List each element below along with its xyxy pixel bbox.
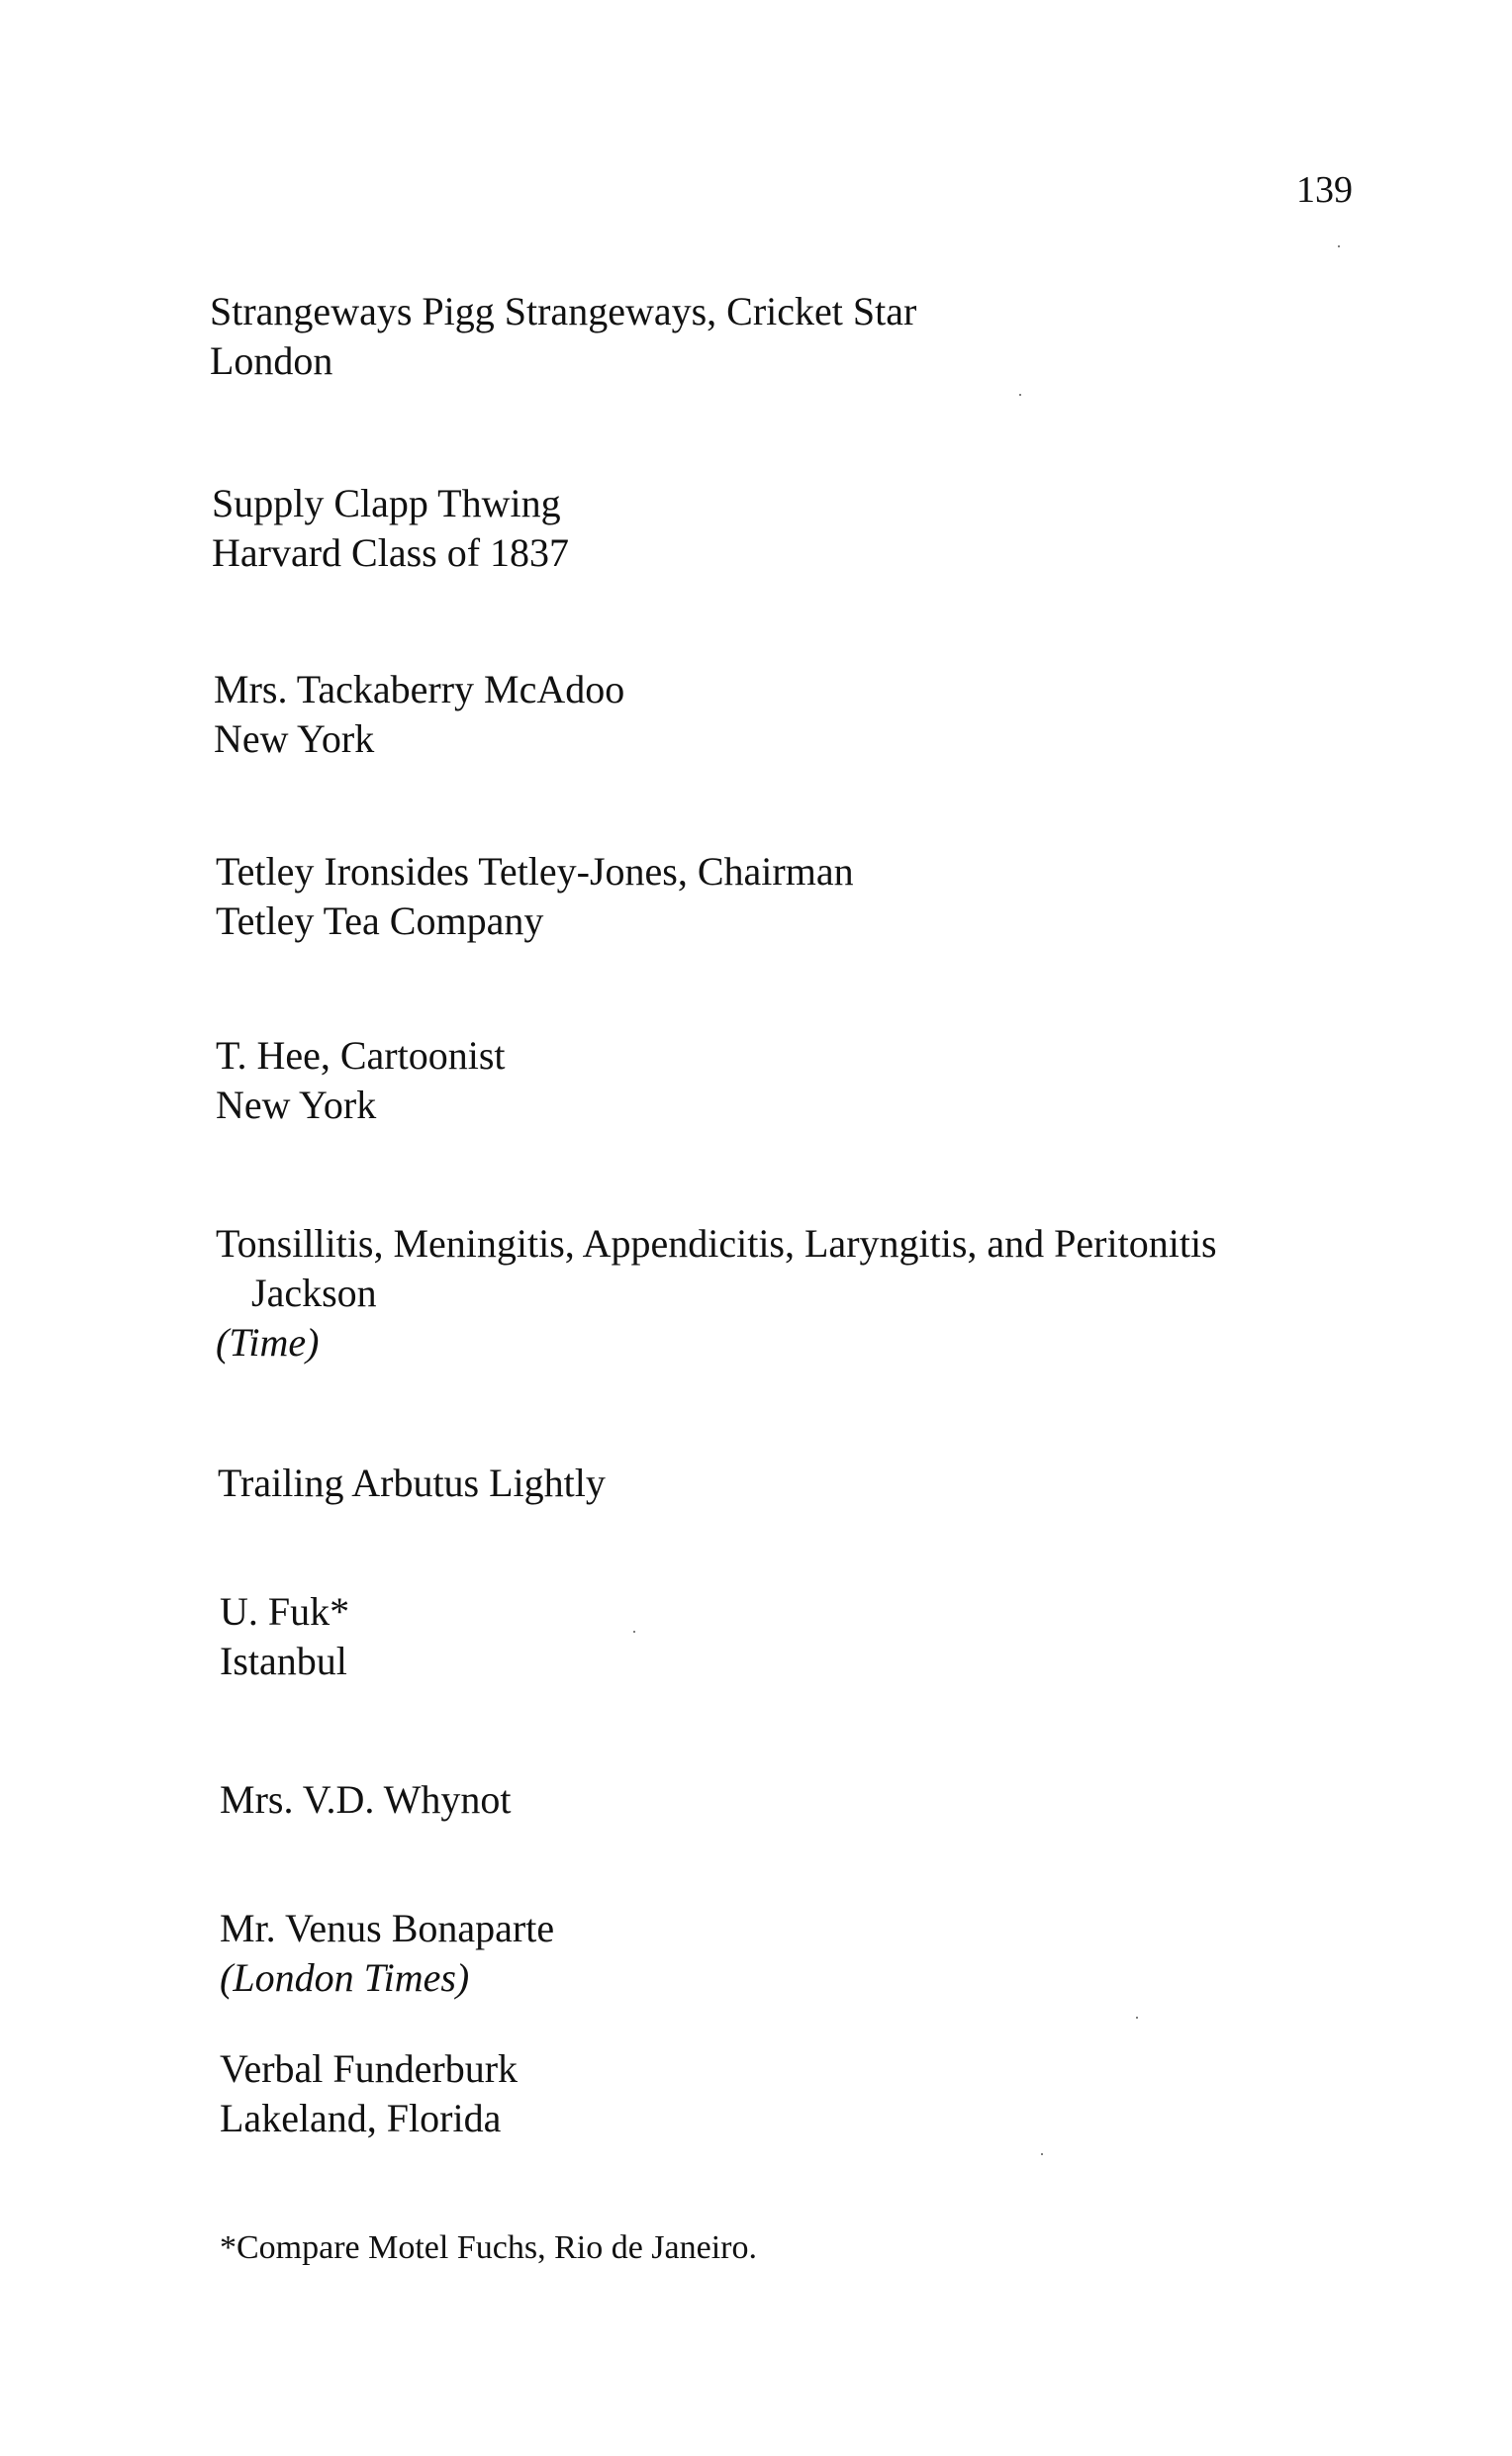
scan-speck: [633, 1631, 635, 1633]
entry-name: Mrs. Tackaberry McAdoo: [214, 667, 625, 711]
list-item: [218, 1459, 606, 1508]
list-item: [216, 847, 854, 946]
entry-name: U. Fuk*: [220, 1589, 350, 1634]
entry-source: (Time): [216, 1320, 320, 1365]
list-item: [210, 287, 916, 386]
entry-detail: London: [210, 338, 333, 383]
list-item: [220, 1775, 512, 1825]
list-item: [220, 1587, 349, 1686]
list-item: [216, 1219, 1217, 1368]
entry-detail: Istanbul: [220, 1639, 347, 1683]
list-item: [216, 1031, 506, 1130]
entry-name: Supply Clapp Thwing: [212, 481, 561, 525]
list-item: [214, 665, 624, 764]
entry-detail: New York: [216, 1083, 377, 1127]
entry-name: Tonsillitis, Meningitis, Appendicitis, Laryngitis, and Peritonitis: [216, 1221, 1217, 1266]
scan-speck: [1041, 2153, 1043, 2155]
entry-name: Tetley Ironsides Tetley-Jones, Chairman: [216, 849, 854, 894]
entry-source: (London Times): [220, 1955, 470, 2000]
scan-speck: [1338, 245, 1340, 247]
entry-name: Mrs. V.D. Whynot: [220, 1777, 512, 1822]
scan-speck: [1136, 2017, 1138, 2019]
scan-speck: [1019, 394, 1021, 396]
entry-name: Verbal Funderburk: [220, 2046, 519, 2091]
entry-detail: Harvard Class of 1837: [212, 530, 570, 575]
footnote: *Compare Motel Fuchs, Rio de Janeiro.: [220, 2229, 757, 2266]
entry-detail: New York: [214, 716, 375, 761]
entry-name: Strangeways Pigg Strangeways, Cricket Star: [210, 289, 917, 333]
list-item: [220, 2044, 518, 2143]
entry-name: Mr. Venus Bonaparte: [220, 1906, 555, 1950]
entry-name: T. Hee, Cartoonist: [216, 1033, 506, 1078]
entry-detail: Lakeland, Florida: [220, 2096, 502, 2140]
entry-name-continued: Jackson: [251, 1271, 377, 1315]
list-item: [212, 479, 569, 578]
entry-name: Trailing Arbutus Lightly: [218, 1461, 606, 1505]
page-number: 139: [1296, 169, 1353, 211]
entry-detail: Tetley Tea Company: [216, 898, 544, 943]
list-item: [220, 1904, 554, 2003]
